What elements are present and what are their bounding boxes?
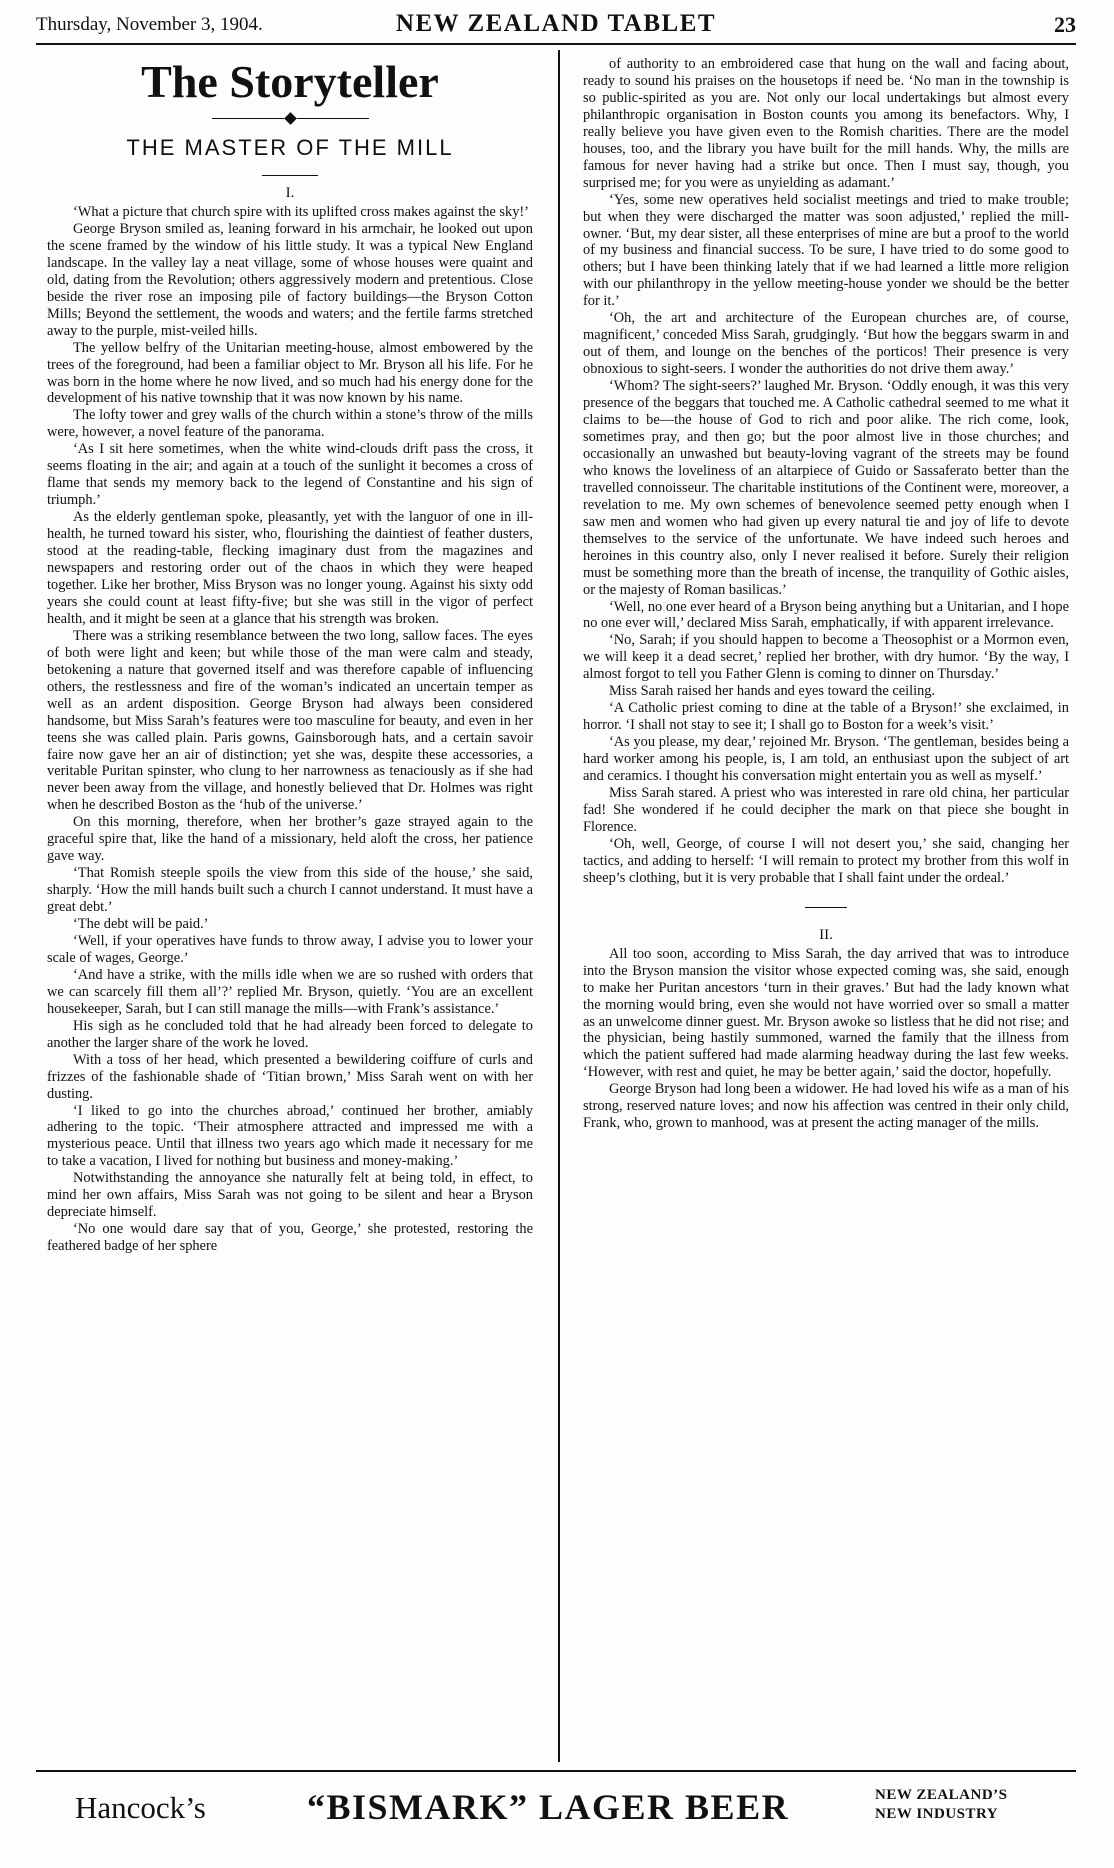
paragraph: of authority to an embroidered case that hung on the wall and facing about, ready to sound his praises on the housetops if need be. ‘No man in the township is so public-spirited as you are. Not only our local undertakings but almost every philanthropic organisation in Boston counts you among its benefactors. Why, I really believe you have given even to the Romish charities. There are the model houses, too, and the library you have built for the mill hands. Why, the mills are famous for never having had a strike but once. Then I must say, though, you surprised me; for you were as unyielding as adamant.’ [583, 56, 1069, 191]
header-rule [36, 43, 1076, 45]
paragraph: ‘As you please, my dear,’ rejoined Mr. Bryson. ‘The gentleman, besides being a hard worker among his people, is, I am told, an enthusiast upon the subject of art and ceramics. I thought his conversation might entertain you as well as myself.’ [583, 734, 1069, 785]
paragraph: His sigh as he concluded told that he had already been forced to delegate to another the larger share of the work he loved. [47, 1017, 533, 1051]
column-heading: The Storyteller [141, 56, 439, 107]
paragraph: ‘No, Sarah; if you should happen to become a Theosophist or a Mormon even, we will keep it a dead secret,’ replied her brother, with dry humor. ‘By the way, I almost forgot to tell you Father Glenn is coming to dinner on Thursday.’ [583, 632, 1069, 683]
paragraph: ‘The debt will be paid.’ [73, 916, 209, 933]
paragraph: ‘I liked to go into the churches abroad,’ continued her brother, amiably adhering to the topic. ‘Their atmosphere attracted and impressed me with a mysterious peace. Until that illness two years ago which made it necessary for me to take a vacation, I lived for nothing but business and money-making.’ [47, 1102, 533, 1170]
ad-tagline-line2: NEW INDUSTRY [875, 1806, 999, 1822]
ornament-line-right [297, 118, 369, 119]
column-divider [558, 50, 560, 1762]
ad-brand: Hancock’s [75, 1790, 206, 1825]
paragraph: ‘Well, no one ever heard of a Bryson being anything but a Unitarian, and I hope no one ever will,’ declared Miss Sarah, emphatically, if with apparent irrelevance. [583, 598, 1069, 632]
paragraph: George Bryson smiled as, leaning forward in his armchair, he looked out upon the scene framed by the window of his little study. It was a typical New England landscape. In the valley lay a neat village, some of whose houses were quaint and old, dating from the Revolution; others aggressively modern and pretentious. Close beside the river rose an imposing pile of factory buildings—the Bryson Cotton Mills; Beyond the settlement, the woods and waters; and the fertile farms stretched away to the purple, mist-veiled hills. [47, 220, 533, 339]
page-number: 23 [1054, 12, 1076, 37]
paragraph: ‘Oh, the art and architecture of the European churches are, of course, magnificent,’ conceded Miss Sarah, grudgingly. ‘But how the beggars swarm in and out of them, and lounge on the benches of the porticos! Their presence is very obnoxious to sight-seers. I wonder the authorities do not drive them away.’ [583, 310, 1069, 378]
ad-product: “BISMARK” LAGER BEER [307, 1787, 790, 1827]
diamond-ornament-icon [284, 112, 297, 125]
paragraph: As the elderly gentleman spoke, pleasantly, yet with the languor of one in ill-health, he turned toward his sister, who, flourishing the daintiest of feather dusters, stood at the reading-table, flecking imaginary dust from the magazines and newspapers and restoring order out of the chaos in which they were heaped together. Like her brother, Miss Bryson was no longer young. Against his sixty odd years she could count at least fifty-five; but she was still in the vigor of perfect health, and it might be seen at a glance that his strength was broken. [47, 509, 533, 627]
paragraph: George Bryson had long been a widower. He had loved his wife as a man of his strong, reserved nature loves; and now his affection was centred in their only child, Frank, who, grown to manhood, was at present the acting manager of the mills. [583, 1081, 1069, 1132]
paragraph: The lofty tower and grey walls of the church within a stone’s throw of the mills were, however, a novel feature of the panorama. [47, 407, 533, 441]
ad-tagline-line1: NEW ZEALAND’S [875, 1787, 1008, 1803]
paragraph: ‘What a picture that church spire with its uplifted cross makes against the sky!’ [73, 204, 529, 220]
title-rule [262, 175, 318, 176]
paragraph: ‘That Romish steeple spoils the view from this side of the house,’ she said, sharply. ‘How the mill hands built such a church I cannot understand. It must have a great debt.’ [47, 865, 533, 916]
section-number-two: II. [819, 926, 833, 943]
paragraph: There was a striking resemblance between the two long, sallow faces. The eyes of both were light and keen; but while those of the man were calm and steady, betokening a nature that governed itself and was therefore capable of influencing others, the restlessness and fire of the woman’s indicated an uncertain temper as well as an ardent disposition. George Bryson had always been considered handsome, but Miss Sarah’s features were too masculine for beauty, and even in her teens she was called plain. Paris gowns, Gainsborough hats, and a certain savoir faire now gave her an air of distinction; yet she was, despite these accessories, a veritable Puritan spinster, who clung to her narrowness as tenaciously as if she had never been away from the village, and honestly believed that Dr. Holmes was right when he described Boston as the ‘hub of the universe.’ [47, 627, 533, 814]
paragraph: Miss Sarah stared. A priest who was interested in rare old china, her particular fad! She wondered if he could decipher the mark on that piece she bought in Florence. [583, 784, 1069, 835]
paragraph: ‘Well, if your operatives have funds to throw away, I advise you to lower your scale of wages, George.’ [47, 932, 533, 966]
paragraph: ‘No one would dare say that of you, George,’ she protested, restoring the feathered badge of her sphere [47, 1221, 533, 1255]
right-column-body-part2 [583, 946, 1069, 1132]
publication-title: NEW ZEALAND TABLET [395, 10, 717, 37]
paragraph: ‘Oh, well, George, of course I will not desert you,’ she said, changing her tactics, and adding to herself: ‘I will remain to protect my brother from this wolf in sheep’s clothing, but it is very probable that I shall faint under the ordeal.’ [583, 835, 1069, 886]
paragraph: Miss Sarah raised her hands and eyes toward the ceiling. [609, 683, 936, 700]
paragraph: ‘And have a strike, with the mills idle when we are so rushed with orders that we can scarcely fill them all’?’ replied Mr. Bryson, quietly. ‘You are an excellent housekeeper, Sarah, but I can still manage the mills—with Frank’s assistance.’ [47, 966, 533, 1017]
paragraph: ‘As I sit here sometimes, when the white wind-clouds drift pass the cross, it seems floating in the air; and again at a touch of the sunlight it becomes a cross of flame that sends my memory back to the legend of Constantine and his sign of triumph.’ [47, 441, 533, 509]
ornament-line-left [212, 118, 284, 119]
section-rule [805, 907, 847, 908]
right-column [583, 56, 1069, 1756]
paragraph: With a toss of her head, which presented a bewildering coiffure of curls and frizzes of the fashionable shade of ‘Titian brown,’ Miss Sarah went on with her dusting. [47, 1051, 533, 1102]
right-column-body-part1 [583, 56, 1069, 887]
paragraph: The yellow belfry of the Unitarian meeting-house, almost embowered by the trees of the foreground, had been a familiar object to Mr. Bryson all his life. For he was born in the home where he now lived, and so much had his energy done for the development of his native township that it was now known by his name. [47, 339, 533, 407]
issue-date: Thursday, November 3, 1904. [36, 14, 263, 35]
left-column-body [47, 204, 533, 1255]
section-number-one: I. [285, 185, 295, 201]
paragraph: On this morning, therefore, when her brother’s gaze strayed again to the graceful spire that, like the hand of a missionary, held aloft the cross, her patience gave way. [47, 814, 533, 865]
ad-tagline [875, 1786, 1008, 1824]
left-column [47, 56, 533, 1756]
paragraph: ‘Whom? The sight-seers?’ laughed Mr. Bryson. ‘Oddly enough, it was this very presence of the beggars that touched me. A Catholic cathedral seemed to me what it claims to be—the house of God to rich and poor alike. The rich come, look, sometimes pray, and then go; but the poor almost live in those churches; and occasionally an unwashed but beauty-loving vagrant of the streets may be found who knows the loveliness of an altarpiece of Guido or Sassaferato better than the travelled connoisseur. The charitable institutions of the Continent were, moreover, a revelation to me. My own schemes of benevolence seemed petty enough when I saw men and women who had given up every natural tie and joy of life to devote themselves to the service of the unfortunate. We have indeed such heroes and heroines in this country also, only I never realised it before. Surely their religion must be something more than the breath of incense, the tranquility of Gothic aisles, or the majesty of Roman basilicas.’ [583, 378, 1069, 598]
footer-rule [36, 1770, 1076, 1772]
page-header [36, 10, 1076, 40]
story-title: THE MASTER OF THE MILL [126, 135, 454, 160]
paragraph: ‘Yes, some new operatives held socialist meetings and tried to make trouble; but when they were discharged the matter was soon adjusted,’ replied the mill-owner. ‘But, my dear sister, all these enterprises of mine are but a proof to the world of my business and financial success. To be sure, I have tried to do some good to others; but I have been thinking lately that if we had learned a little more religion with our philanthropy in the yellow meeting-house yonder we should be the better for it.’ [583, 191, 1069, 310]
paragraph: All too soon, according to Miss Sarah, the day arrived that was to introduce into the Bryson mansion the visitor whose expected coming was, she said, enough to make her Puritan ancestors ‘turn in their graves.’ But had the lady known what the morning would bring, even she would not have worried over so small a matter as an unwelcome dinner guest. Mr. Bryson awoke so listless that he did not rise; and the physician, being hastily summoned, warned the family that the illness from which the patient suffered had made alarming headway during the last few weeks. ‘However, with rest and quiet, he may be better again,’ said the doctor, hopefully. [583, 945, 1069, 1081]
paragraph: Notwithstanding the annoyance she naturally felt at being told, in effect, to mind her own affairs, Miss Sarah was not going to be silent and hear a Bryson depreciate himself. [47, 1170, 533, 1221]
advertisement-banner [75, 1780, 1055, 1840]
paragraph: ‘A Catholic priest coming to dine at the table of a Bryson!’ she exclaimed, in horror. ‘I shall not stay to see it; I shall go to Boston for a week’s visit.’ [583, 700, 1069, 734]
ornament-divider [47, 114, 533, 123]
